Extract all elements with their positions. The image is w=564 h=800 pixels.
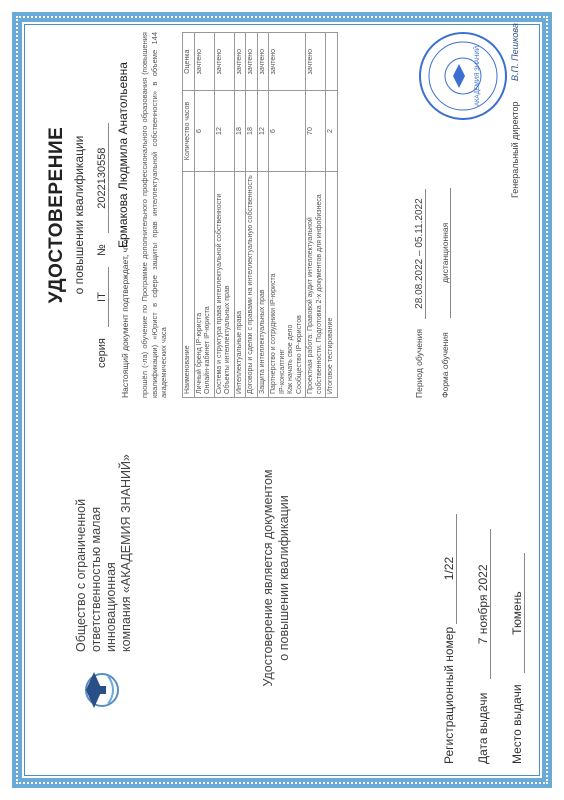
- form-label: Форма обучения: [440, 332, 450, 398]
- course-hours: 18: [246, 91, 258, 171]
- table-header-row: [183, 33, 195, 398]
- reg-label: Регистрационный номер: [442, 626, 456, 764]
- issue-place-field: [510, 553, 525, 764]
- table-row: [306, 33, 326, 398]
- issue-date-field: [476, 529, 491, 764]
- course-hours: 6: [194, 91, 214, 171]
- course-name: Проектная работа: Правовой аудит интеллектуальной собственности. Подготовка 2-х документов для инфобизнеса: [306, 171, 326, 397]
- date-label: Дата выдачи: [476, 692, 490, 764]
- academy-logo-icon: [74, 664, 126, 716]
- course-grade: зачтено: [257, 33, 269, 91]
- document-note: [260, 428, 292, 728]
- serie-value: IT: [96, 267, 109, 327]
- course-name: Интеллектуальные права: [234, 171, 246, 397]
- course-name: Партнерство и сотрудники IP-юриста IP-консалтинг Как начать свое дело Сообщество IP-юристов: [269, 171, 306, 397]
- course-grade: зачтено: [246, 33, 258, 91]
- certificate-subtitle: о повышении квалификации: [72, 135, 86, 295]
- course-grade: зачтено: [214, 33, 234, 91]
- doc-note-line-2: о повышении квалификации: [277, 495, 291, 661]
- courses-table: [182, 32, 338, 398]
- course-hours: 12: [257, 91, 269, 171]
- course-grade: зачтено: [306, 33, 326, 91]
- reg-value: 1/22: [442, 514, 457, 624]
- course-hours: 6: [269, 91, 306, 171]
- recipient-name: Ермакова Людмила Анатольевна: [116, 62, 130, 248]
- right-panel: [22, 22, 542, 408]
- signature-label: Генеральный директор: [510, 101, 520, 198]
- place-value: Тюмень: [510, 553, 525, 673]
- course-grade: зачтено: [234, 33, 246, 91]
- table-row: [269, 33, 306, 398]
- signature-name: В.П. Пешкова: [510, 23, 520, 81]
- serie-number: [96, 123, 109, 368]
- study-form: [440, 188, 451, 398]
- left-panel: [22, 408, 542, 778]
- certificate-title: УДОСТОВЕРЕНИЕ: [46, 126, 67, 304]
- header-hours: Количество часов: [183, 91, 195, 171]
- serie-label: серия: [96, 338, 108, 368]
- org-line-2: ответственностью малая инновационная: [89, 506, 118, 652]
- header-name: Наименование: [183, 171, 195, 397]
- org-line-3: компания «АКАДЕМИЯ ЗНАНИЙ»: [119, 454, 133, 652]
- course-hours: 12: [214, 91, 234, 171]
- course-name: Защита интеллектуальных прав: [257, 171, 269, 397]
- course-hours: 70: [306, 91, 326, 171]
- certificate-content: [22, 22, 542, 778]
- course-hours: 18: [234, 91, 246, 171]
- form-value: дистанционная: [440, 188, 451, 318]
- doc-note-line-1: Удостоверение является документом: [261, 469, 275, 687]
- signature-block: [510, 23, 520, 198]
- registration-field: [442, 514, 457, 764]
- period-label: Период обучения: [414, 328, 424, 398]
- course-name: Система и структура права интеллектуальной собственности Объекты интеллектуальных прав: [214, 171, 234, 397]
- org-line-1: Общество с ограниченной: [74, 498, 88, 652]
- period-value: 28.08.2022 – 05.11.2022: [414, 189, 426, 319]
- place-label: Место выдачи: [510, 684, 524, 764]
- course-grade: [326, 33, 338, 91]
- table-row: [214, 33, 234, 398]
- certify-text: Настоящий документ подтверждает, что: [120, 239, 130, 398]
- course-name: Договоры и сделки с правами на интеллектуальную собственность: [246, 171, 258, 397]
- date-value: 7 ноября 2022: [476, 529, 491, 679]
- course-name: Личный бренд IP-юриста Онлайн-кабинет IP-юриста: [194, 171, 214, 397]
- number-label: №: [96, 244, 108, 257]
- course-grade: зачтено: [269, 33, 306, 91]
- study-period: [414, 189, 426, 398]
- table-row: [234, 33, 246, 398]
- header-grade: Оценка: [183, 33, 195, 91]
- table-row: [326, 33, 338, 398]
- course-name: Итоговое тестирование: [326, 171, 338, 397]
- number-value: 2022130558: [96, 123, 109, 233]
- table-row: [246, 33, 258, 398]
- organization-seal-icon: [417, 30, 509, 122]
- program-description: прошёл (-ла) обучение по Программе дополнительного профессионального образования (повышения квалификации) «Юрист в сфере защиты прав интеллектуальной собственности» в объеме 144 академических часа: [140, 32, 168, 398]
- table-row: [257, 33, 269, 398]
- table-row: [194, 33, 214, 398]
- course-grade: зачтено: [194, 33, 214, 91]
- course-hours: 2: [326, 91, 338, 171]
- organization-name: [74, 422, 134, 652]
- seal-text: АКАДЕМИЯ ЗНАНИЙ: [475, 46, 481, 106]
